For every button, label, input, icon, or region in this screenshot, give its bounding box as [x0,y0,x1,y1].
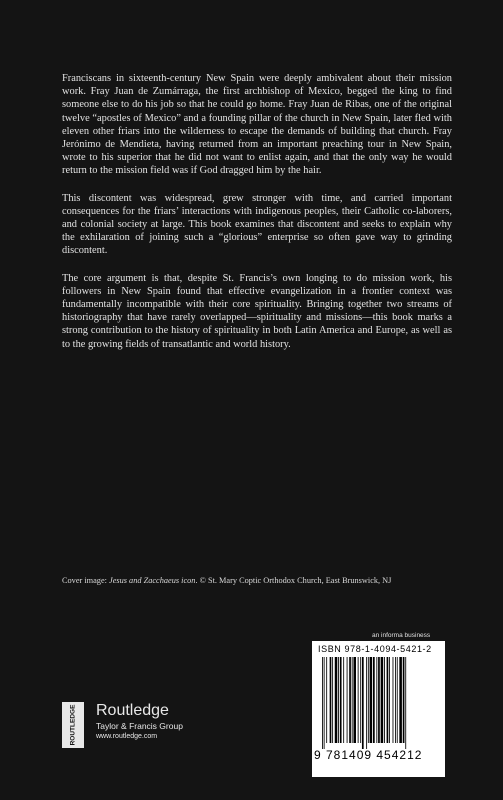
credit-suffix: . © St. Mary Coptic Orthodox Church, East Brunswick, NJ [195,576,392,585]
blurb-paragraph-2: This discontent was widespread, grew stronger with time, and carried important consequences for the friars’ interactions with indigenous peoples, their Catholic co-laborers, and colonial society at large. This book examines that discontent and seeks to explain why the exhilaration of joining such a “glorious” enterprise so often gave way to grinding discontent. [62,192,452,257]
credit-title: Jesus and Zacchaeus icon [109,576,196,585]
publisher-name: Routledge [96,702,169,719]
publisher-group: Taylor & Francis Group [96,721,183,731]
barcode-digits: 9 781409 454212 [314,748,423,762]
blurb-paragraph-1: Franciscans in sixteenth-century New Spain were deeply ambivalent about their mission work. Fray Juan de Zumárraga, the first archbishop of Mexico, begged the king to find someone else to do his job so that he could go home. Fray Juan de Ribas, one of the original twelve “apostles of Mexico” and a founding pillar of the church in New Spain, later fled with eleven other friars into the wilderness to escape the demands of building that church. Fray Jerónimo de Mendieta, having returned from an important preaching tour in New Spain, wrote to his superior that he did not want to enlist again, and that the only way he would return to the mission field was if God dragged him by the hair. [62,73,452,177]
isbn-barcode [312,641,445,777]
svg-text:ROUTLEDGE: ROUTLEDGE [69,704,77,746]
publisher-url[interactable]: www.routledge.com [96,733,158,740]
back-cover-blurb [62,72,452,365]
barcode-bars [322,657,435,749]
informa-tagline: an informa business [372,632,431,639]
blurb-paragraph-3: The core argument is that, despite St. Francis’s own longing to do mission work, his followers in New Spain found that effective evangelization in a frontier context was fundamentally incompatible with their core spirituality. Bringing together two streams of historiography that have rarely overlapped—spirituality and missions—this book marks a strong contribution to the history of spirituality in both Latin America and Europe, as well as to the growing fields of transatlantic and world history. [62,272,452,350]
credit-prefix: Cover image: [62,576,110,585]
cover-image-credit [62,576,462,585]
isbn-text: ISBN 978-1-4094-5421-2 [318,644,432,654]
routledge-logo-icon [62,702,84,748]
